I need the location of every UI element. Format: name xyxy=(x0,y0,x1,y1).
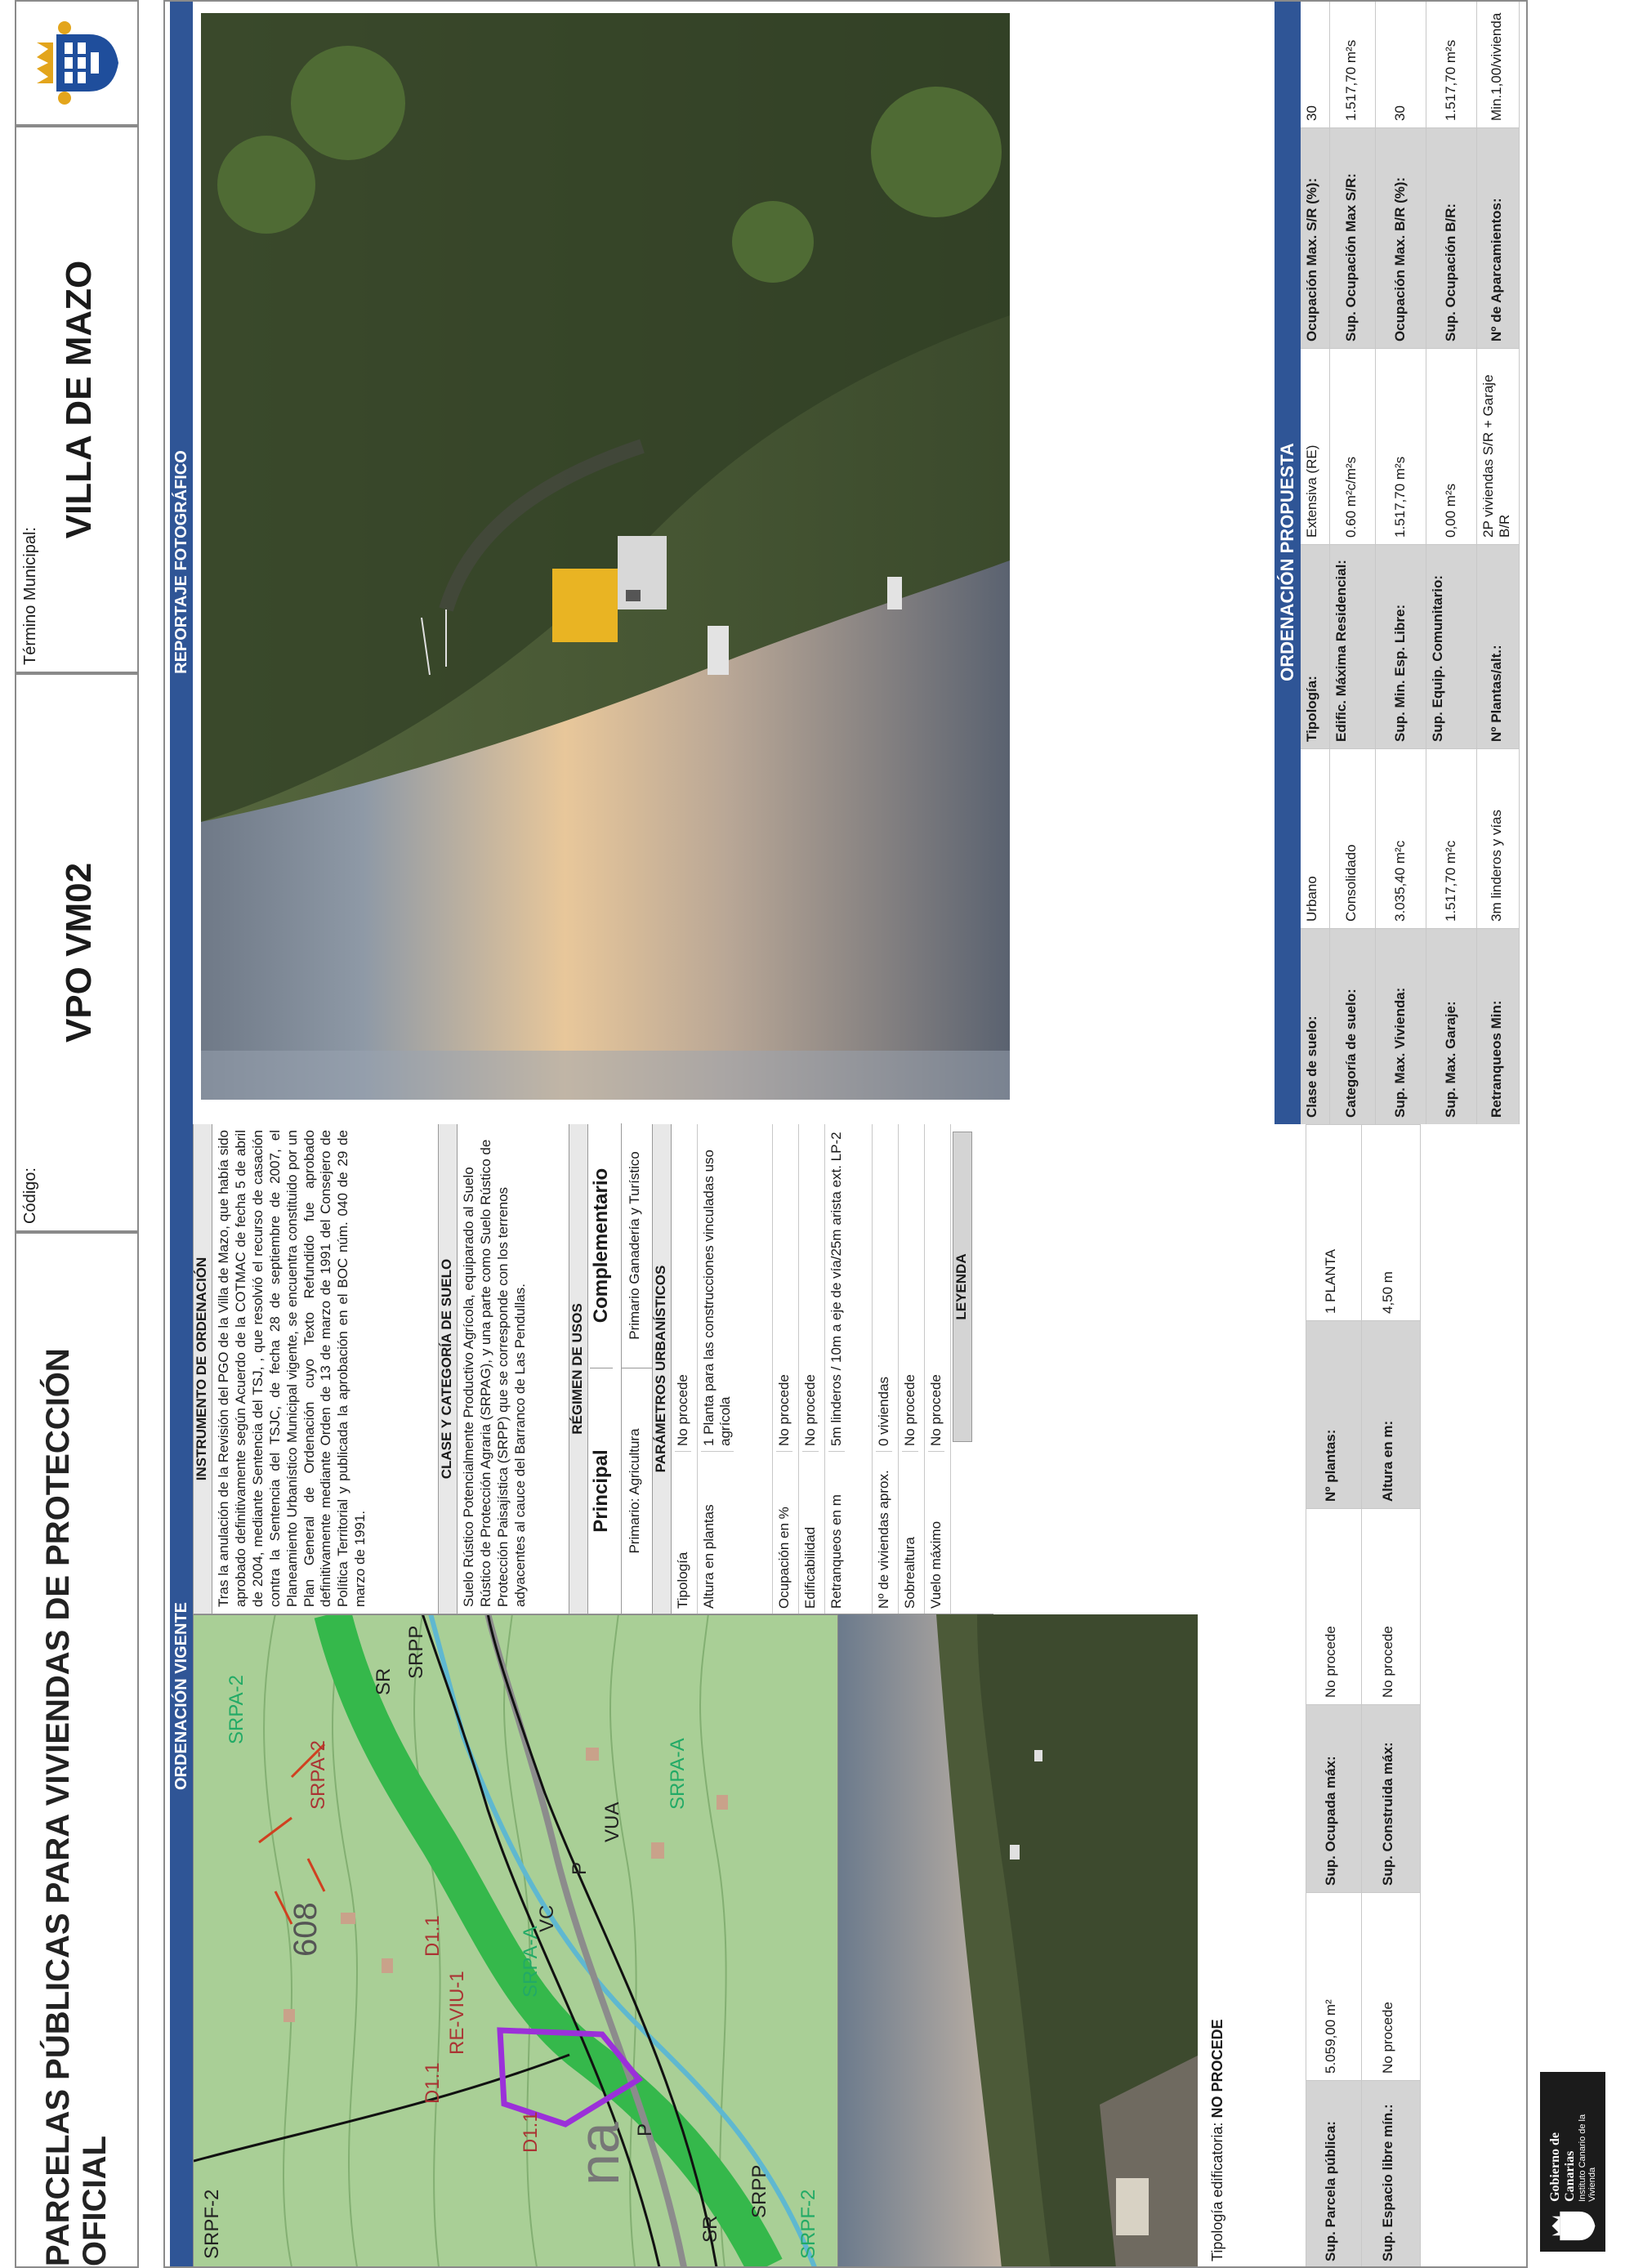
prop-value: Extensiva (RE) xyxy=(1301,348,1330,544)
prop-label: Edific. Máxima Residencial: xyxy=(1330,544,1376,748)
propuesta-table xyxy=(1301,0,1520,1124)
regimen-table xyxy=(588,1123,652,1614)
svg-text:SRPA-2: SRPA-2 xyxy=(225,1675,248,1744)
param-row xyxy=(799,1124,825,1614)
svg-text:na: na xyxy=(567,2122,631,2185)
prop-label: Retranqueos Min: xyxy=(1477,928,1520,1124)
reportaje-header xyxy=(170,0,193,1124)
svg-text:D1.1: D1.1 xyxy=(422,1915,444,1957)
logo-line2: Instituto Canario de la Vivienda xyxy=(1578,2114,1597,2202)
prop-value: 2P viviendas S/R + Garaje B/R xyxy=(1477,348,1520,544)
param-label: Vuelo máximo xyxy=(928,1520,944,1609)
coat-of-arms-box xyxy=(15,0,139,126)
svg-text:SRPP: SRPP xyxy=(405,1625,427,1679)
instrumento-text: Tras la anulación de la Revisión del PGO de la Villa de Mazo, que había sido aprobado definitivamente según Acuerdo de la COTMAC de fecha 5 de abril de 2004, mediante Sentencia del TSJ, , que resolvió el recurso de casación contra la Sentencia del TSJC, de fecha 28 de septiembre de 2007, el Planeamiento Urbanístico Municipal vigente, se encuentra constituido por un Plan General de Ordenación cuyo Texto Refundido fue aprobado definitivamente mediante Orden de 13 de marzo de 1991 del Consejero de Política Territorial y publicada la aprobación en el BOC núm. 040 de 29 de marzo de 1991. xyxy=(216,1130,368,1607)
svg-text:SRPA-2: SRPA-2 xyxy=(307,1740,329,1810)
tipologia-value: NO PROCEDE xyxy=(1209,2019,1225,2118)
header-code-box xyxy=(15,673,139,1232)
param-label: Edificabilidad xyxy=(802,1526,818,1609)
svg-text:P: P xyxy=(569,1861,591,1875)
param-value: No procede xyxy=(928,1129,944,1452)
prop-label: Sup. Equip. Comunitario: xyxy=(1426,544,1477,748)
principal-value: Primario: Agricultura xyxy=(621,1368,652,1614)
header-title-box xyxy=(15,1232,139,2268)
svg-text:SR: SR xyxy=(699,2215,721,2243)
municipality-value: VILLA DE MAZO xyxy=(59,260,99,539)
param-value: No procede xyxy=(1362,1892,1421,2080)
prop-value: Consolidado xyxy=(1330,748,1376,928)
prop-label: Ocupación Max. B/R (%): xyxy=(1376,127,1426,348)
footer-logo xyxy=(1540,2072,1605,2252)
param-value: 5m linderos / 10m a eje de vía/25m arista ext. LP-2 xyxy=(828,1129,845,1452)
param-row xyxy=(698,1124,773,1614)
prop-value: 30 xyxy=(1301,0,1330,127)
ordenacion-text-column xyxy=(193,1124,993,1614)
regimen-header: RÉGIMEN DE USOS xyxy=(569,1124,588,1614)
svg-text:D1.1: D1.1 xyxy=(520,2111,542,2153)
param-row xyxy=(672,1124,698,1614)
ordenacion-vigente-title: ORDENACIÓN VIGENTE xyxy=(172,1601,190,1791)
prop-value: Min.1,00/vivienda xyxy=(1477,0,1520,127)
param-value: No procede xyxy=(1362,1508,1421,1704)
complementario-value: Primario Ganadería y Turístico xyxy=(621,1123,652,1368)
page-title: PARCELAS PÚBLICAS PARA VIVIENDAS DE PROTECCIÓN OFICIAL xyxy=(40,1348,113,2266)
param-label: Altura en plantas xyxy=(701,1504,717,1609)
prop-value: 3.035,40 m²c xyxy=(1376,748,1426,928)
gobierno-logo-icon xyxy=(1548,2208,1597,2243)
svg-text:P: P xyxy=(634,2123,656,2136)
prop-label: Sup. Max. Garaje: xyxy=(1426,928,1477,1124)
param-value: 1 Planta para las construcciones vinculadas uso agrícola xyxy=(701,1129,734,1452)
coat-of-arms-icon xyxy=(32,18,122,108)
param-label: Sup. Parcela pública: xyxy=(1306,2080,1362,2268)
svg-text:SR: SR xyxy=(373,1668,395,1695)
param-row xyxy=(925,1124,951,1614)
prop-label: Sup. Max. Vivienda: xyxy=(1376,928,1426,1124)
complementario-label: Complementario xyxy=(590,1123,613,1368)
prop-value: 1.517,70 m²s xyxy=(1330,0,1376,127)
param-label: Retranqueos en m xyxy=(828,1494,844,1609)
param-label: Tipología xyxy=(675,1551,690,1609)
param-label: Sup. Ocupada máx: xyxy=(1306,1704,1362,1892)
svg-text:SRPP: SRPP xyxy=(748,2164,770,2218)
param-label: Sup. Construida máx: xyxy=(1362,1704,1421,1892)
municipality-label: Término Municipal: xyxy=(21,527,39,665)
prop-label: Tipología: xyxy=(1301,544,1330,748)
param-value: No procede xyxy=(776,1129,792,1452)
code-label: Código: xyxy=(21,1167,39,1224)
propuesta-title: ORDENACIÓN PROPUESTA xyxy=(1277,443,1297,681)
bottom-params-table xyxy=(1306,1124,1420,2268)
param-value: No procede xyxy=(1306,1508,1362,1704)
prop-value: 0,00 m²s xyxy=(1426,348,1477,544)
prop-label: Nº Plantas/alt.: xyxy=(1477,544,1520,748)
param-label: Altura en m: xyxy=(1362,1320,1421,1508)
param-label: Ocupación en % xyxy=(776,1507,792,1609)
prop-value: Urbano xyxy=(1301,748,1330,928)
site-photo-small xyxy=(838,1614,1198,2268)
svg-text:SRPA-A: SRPA-A xyxy=(520,1926,542,1998)
prop-value: 30 xyxy=(1376,0,1426,127)
param-value: 1 PLANTA xyxy=(1306,1124,1362,1320)
leyenda-header: LEYENDA xyxy=(953,1132,972,1442)
param-value: 0 viviendas xyxy=(876,1129,892,1452)
svg-text:SRPA-A: SRPA-A xyxy=(667,1738,689,1810)
svg-text:D1.1: D1.1 xyxy=(422,2062,444,2104)
svg-text:SRPF-2: SRPF-2 xyxy=(201,2189,223,2259)
prop-value: 1.517,70 m²c xyxy=(1426,748,1477,928)
prop-label: Clase de suelo: xyxy=(1301,928,1330,1124)
parametros-header: PARÁMETROS URBANÍSTICOS xyxy=(652,1124,672,1614)
param-value: No procede xyxy=(902,1129,918,1452)
clase-text: Suelo Rústico Potencialmente Productivo Agrícola, equiparado al Suelo Rústico de Protección Agraria (SRPAG), y una parte como Suelo Rústico de Protección Paisajística (SRPP) que se corresponde con los terrenos adyacentes al cauce del Barranco de Las Pendullas. xyxy=(461,1139,528,1607)
param-label: Sup. Espacio libre mín.: xyxy=(1362,2080,1421,2268)
param-row xyxy=(873,1124,899,1614)
prop-value: 0.60 m²c/m²s xyxy=(1330,348,1376,544)
instrumento-header: INSTRUMENTO DE ORDENACIÓN xyxy=(193,1124,212,1614)
svg-text:RE-VIU-1: RE-VIU-1 xyxy=(446,1971,468,2055)
param-row xyxy=(773,1124,799,1614)
ordenacion-vigente-header xyxy=(170,1124,193,2268)
site-photo-large xyxy=(201,13,1010,1100)
param-label: Sobrealtura xyxy=(902,1537,917,1609)
prop-label: Ocupación Max. S/R (%): xyxy=(1301,127,1330,348)
prop-label: Sup. Min. Esp. Libre: xyxy=(1376,544,1426,748)
principal-label: Principal xyxy=(590,1449,612,1533)
header-municipality-box xyxy=(15,126,139,673)
tipologia-line xyxy=(1201,1124,1234,2268)
svg-text:SRPF-2: SRPF-2 xyxy=(797,2189,819,2259)
param-row xyxy=(899,1124,925,1614)
param-value: No procede xyxy=(675,1129,691,1452)
propuesta-header xyxy=(1275,0,1301,1124)
code-value: VPO VM02 xyxy=(59,862,99,1043)
clase-header: CLASE Y CATEGORÍA DE SUELO xyxy=(438,1124,458,1614)
prop-value: 3m linderos y vías xyxy=(1477,748,1520,928)
prop-value: 1.517,70 m²s xyxy=(1426,0,1477,127)
tipologia-label: Tipología edificatoria: xyxy=(1209,2122,1225,2261)
svg-text:VUA: VUA xyxy=(601,1801,623,1842)
param-value: No procede xyxy=(802,1129,819,1452)
logo-line1: Gobierno de Canarias xyxy=(1548,2132,1577,2202)
prop-label: Nº de Aparcamientos: xyxy=(1477,127,1520,348)
prop-value: 1.517,70 m²s xyxy=(1376,348,1426,544)
svg-text:608: 608 xyxy=(288,1902,324,1957)
param-label: Nº de viviendas aprox. xyxy=(876,1470,891,1609)
prop-label: Sup. Ocupación B/R: xyxy=(1426,127,1477,348)
param-value: 5.059,00 m² xyxy=(1306,1892,1362,2080)
prop-label: Categoría de suelo: xyxy=(1330,928,1376,1124)
prop-label: Sup. Ocupación Max S/R: xyxy=(1330,127,1376,348)
param-label: Nº plantas: xyxy=(1306,1320,1362,1508)
svg-text:VC: VC xyxy=(536,1904,558,1932)
zoning-map xyxy=(193,1614,838,2268)
param-row xyxy=(825,1124,873,1614)
param-value: 4,50 m xyxy=(1362,1124,1421,1320)
reportaje-title: REPORTAJE FOTOGRÁFICO xyxy=(172,450,190,674)
